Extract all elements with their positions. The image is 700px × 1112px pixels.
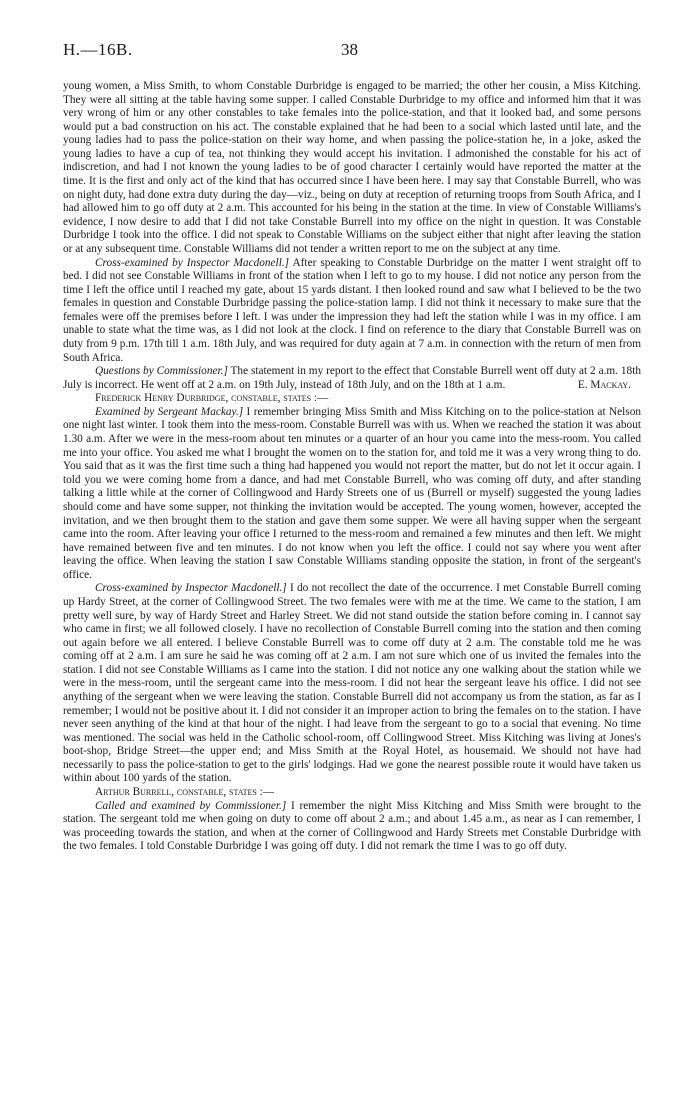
witness-heading-durbridge: Frederick Henry Durbridge, constable, states :— — [95, 392, 329, 405]
page-number: 38 — [341, 40, 358, 59]
document-reference: H.—16B. — [63, 40, 133, 59]
paragraph-text: I do not recollect the date of the occurrence. I met Constable Burrell coming up Hardy Street, at the corner of Collingwood Street. The two females were with me at the time. We came to the station, I am pretty well sure, by way of Hardy Street and Harley Street. We did not stand outside the station before coming in. I cannot say who came in first; we all followed closely. I have no recollection of Constable Burrell coming into the station and then coming out again before we all entered. I believe Constable Burrell was to come off duty at 2 a.m. The constable told me he was coming off at 2 a.m. I am sure he said he was coming off at 2 a.m. I am not sure which one of us invited the females into the station. I did not see Constable Williams as I came into the station. I did not notice any one walking about the station while we were in the mess-room, until the sergeant came into the mess-room. I did not hear the sergeant leave his office. I did not see anything of the sergeant when we were leaving the station. Constable Burrell did not accompany us from the station, as far as I remember; I would not be positive about it. I did not consider it an improper action to bring the females on to the station. I have never seen anything of the kind at that hour of the night. I had leave from the sergeant to go to a social that evening. No time was mentioned. The social was held in the Catholic school-room, off Collingwood Street. Miss Kitching was living at Jones's boot-shop, Bridge Street—the upper end; and Miss Smith at the Royal Hotel, as housemaid. We should not have had necessarily to pass the police-station to get to the girls' lodgings. Had we gone the nearest possible route it would have taken us within about 100 yards of the station. — [63, 582, 641, 785]
page-header — [63, 40, 640, 64]
examination-label: Questions by Commissioner.] — [95, 365, 228, 378]
paragraph-cross-examination-1 — [63, 257, 641, 366]
document-body — [63, 80, 641, 854]
examination-label: Called and examined by Commissioner.] — [95, 799, 287, 812]
examination-label: Cross-examined by Inspector Macdonell.] — [95, 582, 287, 595]
paragraph-text: I remember the night Miss Kitching and Miss Smith were brought to the station. The sergeant told me when going on duty to come off about 2 a.m.; and about 1.45 a.m., as near as I can remember, I was proceeding towards the station, and when at the corner of Collingwood and Hardy Streets met Constable Durbridge with the two females. I told Constable Durbridge I was going off duty. I did not remark the time I was to go off duty. — [63, 799, 641, 853]
paragraph-examination-durbridge — [63, 406, 641, 583]
examination-label: Examined by Sergeant Mackay.] — [95, 405, 244, 418]
paragraph-text: The statement in my report to the effect that Constable Burrell went off duty at 2 a.m. 18th July is incorrect. He went off at 2 a.m. on 19th July, instead of 18th July, and on the 18th at 1 a.m. — [63, 365, 641, 391]
paragraph-text: After speaking to Constable Durbridge on the matter I went straight off to bed. I did not see Constable Williams in front of the station when I left to go to my house. I did not notice any person from the time I left the office until I reached my gate, about 15 yards distant. I then looked round and saw what I believed to be the two females in question and Constable Durbridge passing the police-station lamp. I did not think it necessary to make sure that the females were off the premises before I left. I was under the impression they had left the station while I was in my office. I am unable to state what the time was, as I did not look at the clock. I find on reference to the diary that Constable Burrell was on duty from 9 p.m. 17th till 1 a.m. 18th July, and was required for duty again at 7 a.m. in connection with the return of men from South Africa. — [63, 256, 641, 364]
signature-mackay: E. Mackay. — [577, 378, 631, 391]
paragraph-text: I remember bringing Miss Smith and Miss Kitching on to the police-station at Nelson one night last winter. I took them into the mess-room. Constable Burrell was with us. When we reached the station it was about 1.30 a.m. After we were in the mess-room about ten minutes or a quarter of an hour you came into the mess-room. You called me into your office. You asked me what I brought the women on to the station for, and told me it was a very wrong thing to do. You said that as it was the first time such a thing had happened you would not report the matter, but do not let it occur again. I told you we were coming home from a dance, and had met Constable Burrell, who was coming off duty, and after standing talking a little while at the corner of Collingwood and Hardy Streets one of us (Burrell or myself) suggested the young ladies should come and have some supper, not thinking the invitation would be accepted. The young women, however, accepted the invitation, and we then brought them to the station and gave them some supper. We were all having supper when the sergeant came into the room. After leaving your office I returned to the mess-room and remained a few minutes and then left. We might have remained between five and ten minutes. I do not know when you left the office. I could not say where you went after leaving the office. When leaving the station I saw Constable Williams standing opposite the station, in front of the sergeant's office. — [63, 405, 641, 581]
paragraph-cross-examination-2 — [63, 582, 641, 786]
witness-heading-burrell: Arthur Burrell, constable, states :— — [95, 786, 275, 799]
paragraph-examination-burrell — [63, 800, 641, 854]
paragraph-continuation: young women, a Miss Smith, to whom Constable Durbridge is engaged to be married; the other her cousin, a Miss Kitching. They were all sitting at the table having some supper. I called Constable Durbridge to my office and informed him that it was very wrong of him or any other constables to take females into the police-station, and that it looked bad, and some persons would put a bad construction on his act. The constable explained that he had been to a social which lasted until late, and the young ladies had to pass the police-station on their way home, and when passing the police-station he, in a joke, asked the young ladies to have a cup of tea, not thinking they would accept his invitation. I admonished the constable for his act of indiscretion, and had I not known the young ladies to be of good character I certainly would have reported the matter at the time. It is the first and only act of the kind that has occurred since I have been here. I may say that Constable Burrell, who was on night duty, had done extra duty during the day—viz., being on duty at reception of returning troops from South Africa, and I had allowed him to go off duty at 2 a.m. This accounted for his being in the station at the time. In view of Constable Williams's evidence, I now desire to add that I did not take Constable Burrell into my office on the night in question. It was Constable Durbridge I took into the office. I did not speak to Constable Williams on the subject either that night after leaving the station or at any subsequent time. Constable Williams did not tender a written report to me on the subject at any time. — [63, 80, 641, 255]
examination-label: Cross-examined by Inspector Macdonell.] — [95, 256, 290, 269]
